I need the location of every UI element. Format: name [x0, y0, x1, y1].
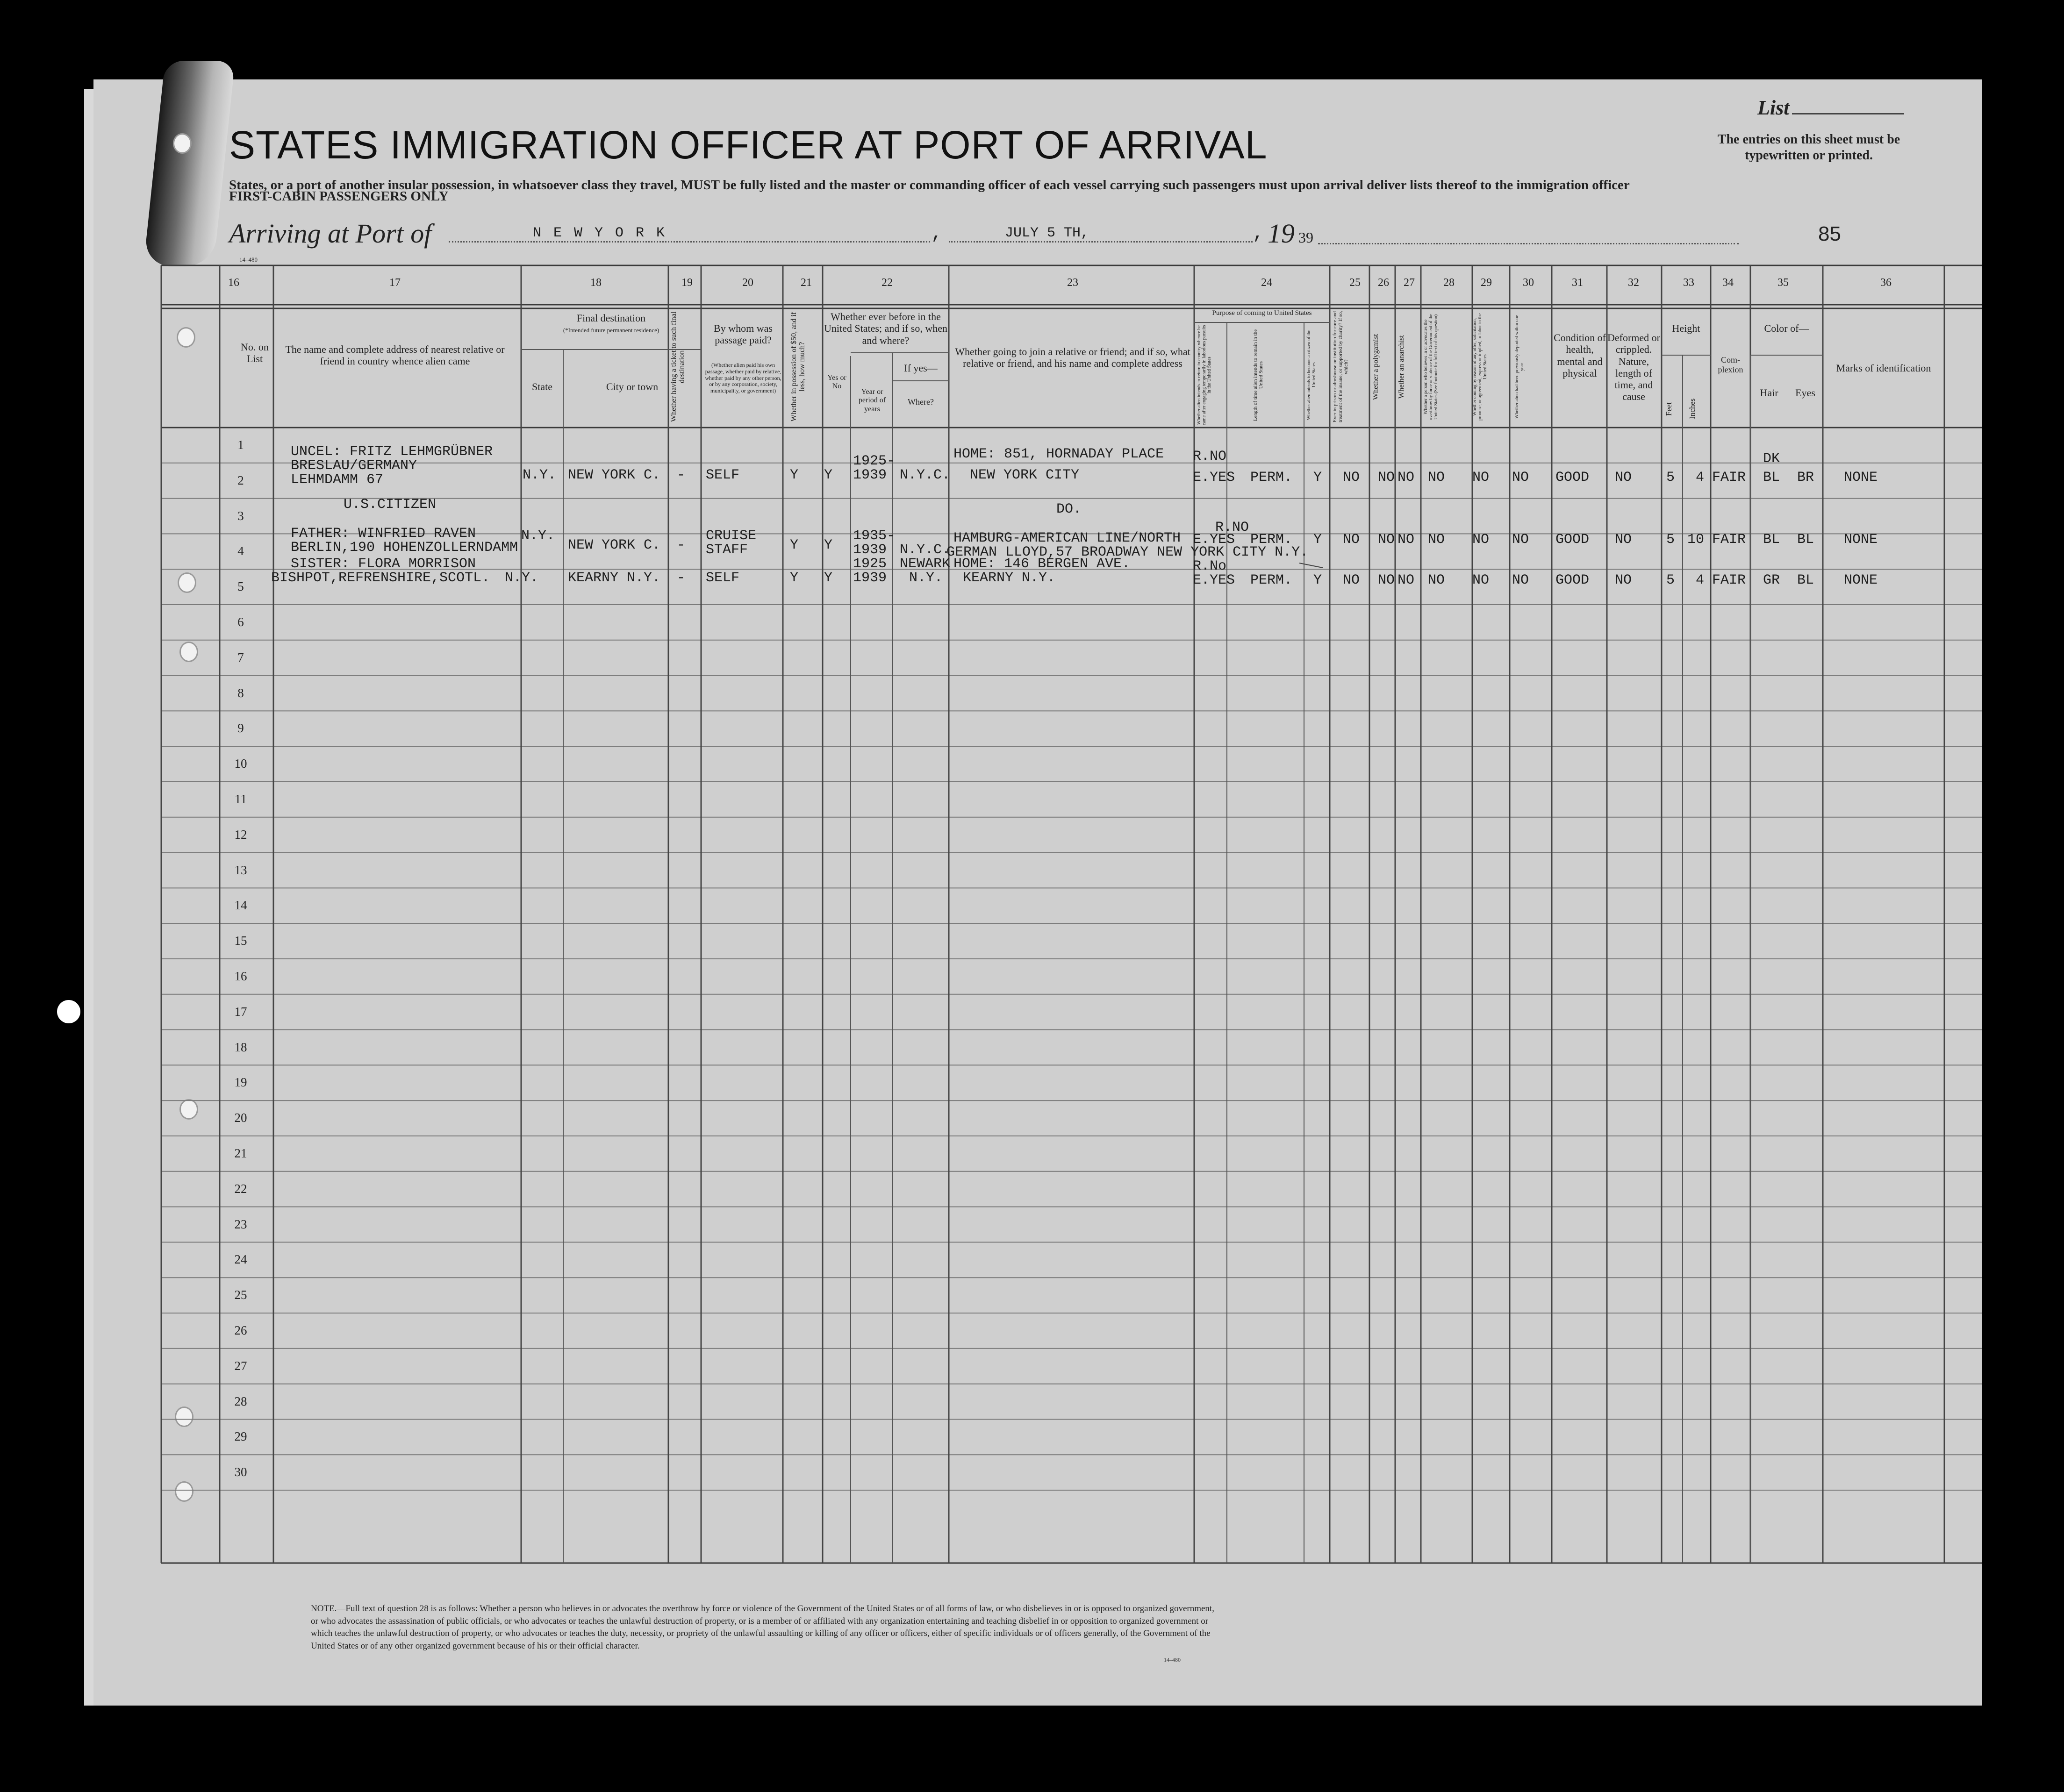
row3-purpose-line1: R.NO — [1215, 520, 1249, 535]
row3-where: N.Y.C. — [900, 542, 951, 558]
row4-eyes: BL — [1797, 572, 1814, 588]
row3-paid-by-line2: STAFF — [706, 542, 748, 558]
row-number: 3 — [237, 508, 244, 523]
row4-ticket: - — [677, 570, 686, 586]
row4-money: Y — [790, 570, 799, 586]
header-if-yes: If yes— — [904, 362, 938, 374]
row4-purpose-line2: E.YES — [1193, 572, 1235, 588]
row-number: 28 — [234, 1394, 247, 1408]
column-number: 18 — [590, 277, 602, 289]
column-number: 21 — [801, 277, 812, 289]
row-number: 14 — [234, 898, 247, 913]
column-number: 23 — [1067, 277, 1078, 289]
column-number: 20 — [742, 277, 753, 289]
row-number: 1 — [237, 438, 244, 452]
column-number: 27 — [1404, 277, 1415, 289]
row3-deported: NO — [1512, 532, 1529, 548]
column-number: 32 — [1628, 277, 1639, 289]
row1-inches: 4 — [1696, 470, 1705, 485]
row-number: 19 — [234, 1075, 247, 1090]
row1-hair-line1: DK — [1763, 451, 1780, 467]
column-number: 22 — [882, 277, 893, 289]
row2-join: DO. — [1056, 501, 1082, 517]
row4-overthrow: NO — [1428, 572, 1445, 588]
class-line: FIRST-CABIN PASSENGERS ONLY — [229, 189, 449, 204]
row3-years-line1: 1935- — [853, 528, 896, 544]
footnote: NOTE.—Full text of question 28 is as follows: Whether a person who believes in or advocates the overthrow by force or violence of the Government of the United States or of all forms of law, or who disbelieves in or is opposed to organized government, or who advocates the assassination of public officials, or who advocates or teaches the unlawful destruction of property, or is a member of or affiliated with any organization entertaining and teaching disbelief in or opposition to organized government or which teaches the unlawful destruction of property, or who advocates or teaches the duty, necessity, or propriety of the unlawful assaulting or killing of any officer or officers, either of specific individuals or of officers generally, of the Government of the United States or of any other organized government because of his or their official character. — [311, 1604, 1214, 1651]
row1-state: N.Y. — [523, 467, 557, 483]
row2-relative: U.S.CITIZEN — [344, 497, 437, 513]
row-number: 26 — [234, 1323, 247, 1337]
row1-money: Y — [790, 467, 799, 483]
column-number: 17 — [389, 277, 401, 289]
header-where: Where? — [908, 397, 934, 407]
row3-complexion: FAIR — [1712, 532, 1746, 548]
row-number: 22 — [234, 1181, 247, 1196]
row3-state: N.Y. — [521, 528, 555, 544]
header-contract-labor: Whether coming by reason of any offer, solicitation, promise, or agreement, express or implied, to labor in the United States — [1472, 313, 1488, 421]
row1-years-line2: 1939 — [853, 467, 887, 483]
row1-labor: NO — [1472, 470, 1490, 485]
row-number: 12 — [234, 827, 247, 842]
header-prison: Ever in prison or almshouse or institution for care and treatment of the insane, or supported by charity? If so, which? — [1332, 311, 1349, 423]
row4-city: KEARNY N.Y. — [568, 570, 661, 586]
column-number: 28 — [1443, 277, 1455, 289]
row-number: 16 — [234, 969, 247, 983]
sheet-number: 85 — [1818, 222, 1841, 245]
row4-purpose-line1: R.No — [1193, 558, 1227, 574]
row1-hair-line2: BL — [1763, 470, 1780, 485]
row3-purpose-line2: E.YES — [1193, 532, 1235, 548]
column-number: 24 — [1261, 277, 1272, 289]
form-code: 14–480 — [239, 256, 258, 263]
header-fifty-dollars: Whether in possession of $50, and if less, how much? — [790, 312, 806, 422]
row1-prison: NO — [1343, 470, 1360, 485]
header-join-relative: Whether going to join a relative or friend; and if so, what relative or friend, and his name and complete address — [955, 346, 1190, 370]
column-number: 16 — [228, 277, 239, 289]
row4-citizen: Y — [1313, 572, 1322, 588]
header-ticket: Whether having a ticket to such final destination — [670, 311, 686, 422]
row4-complexion: FAIR — [1712, 572, 1746, 588]
header-complexion: Com- plexion — [1718, 355, 1743, 374]
row1-join-line2: NEW YORK CITY — [970, 467, 1080, 483]
row-number: 7 — [237, 650, 244, 664]
row4-where-line1: NEWARK — [900, 556, 951, 572]
row-number: 5 — [237, 579, 244, 594]
row3-money: Y — [790, 537, 799, 553]
row4-paid-by: SELF — [706, 570, 740, 586]
row-number: 10 — [234, 757, 247, 771]
row4-hair: GR — [1763, 572, 1780, 588]
column-number: 25 — [1349, 277, 1361, 289]
list-label: List — [1757, 96, 1904, 120]
page-title: STATES IMMIGRATION OFFICER AT PORT OF ARRIVAL — [229, 123, 1268, 167]
row1-complexion: FAIR — [1712, 470, 1746, 485]
header-length-of-stay: Length of time alien intends to remain in the United States — [1253, 329, 1264, 421]
row1-join-line1: HOME: 851, HORNADAY PLACE — [953, 446, 1164, 462]
row3-paid-by-line1: CRUISE — [706, 528, 757, 544]
row3-citizen: Y — [1313, 532, 1322, 548]
row1-citizen: Y — [1313, 470, 1322, 485]
header-polygamist: Whether a polygamist — [1372, 334, 1380, 400]
header-feet: Feet — [1664, 402, 1673, 416]
header-hair: Hair — [1760, 387, 1778, 399]
row-number: 25 — [234, 1288, 247, 1302]
row4-years-line1: 1925 — [853, 556, 887, 572]
row-number: 21 — [234, 1146, 247, 1160]
footnote-form-code: 14–480 — [1164, 1656, 1181, 1663]
row1-purpose-line1: R.NO — [1193, 449, 1227, 464]
row3-city: NEW YORK C. — [568, 537, 661, 553]
row3-ticket: - — [677, 537, 686, 553]
row1-relative-line2: BRESLAU/GERMANY — [291, 458, 417, 474]
row-number: 9 — [237, 721, 244, 735]
row4-labor: NO — [1472, 572, 1490, 588]
row3-health: GOOD — [1555, 532, 1590, 548]
row3-overthrow: NO — [1428, 532, 1445, 548]
header-yes-or-no: Yes or No — [827, 374, 846, 391]
row-number: 17 — [234, 1004, 247, 1019]
row1-length: PERM. — [1250, 470, 1293, 485]
row-number: 20 — [234, 1111, 247, 1125]
row1-city: NEW YORK C. — [568, 467, 661, 483]
row4-deformed: NO — [1615, 572, 1632, 588]
header-deported: Whether alien had been previously deported within one year — [1514, 315, 1525, 419]
row-number: 29 — [234, 1429, 247, 1444]
subtitle: States, or a port of another insular possession, in whatsoever class they travel, MUST be fully listed and the master or commanding officer of each vessel carrying such passengers must upon arrival deliver lists thereof to the immigration officer — [229, 178, 1630, 193]
header-purpose: Purpose of coming to United States — [1212, 309, 1312, 317]
row3-labor: NO — [1472, 532, 1490, 548]
row4-length: PERM. — [1250, 572, 1293, 588]
column-number: 33 — [1683, 277, 1694, 289]
row3-years-line2: 1939 — [853, 542, 887, 558]
row-number: 27 — [234, 1358, 247, 1373]
row1-marks: NONE — [1844, 470, 1878, 485]
header-eyes: Eyes — [1795, 387, 1815, 399]
row1-health: GOOD — [1555, 470, 1590, 485]
row3-polygamist: NO — [1378, 532, 1395, 548]
header-height: Height — [1672, 322, 1700, 334]
row-number: 23 — [234, 1217, 247, 1231]
year-suffix: 39 — [1298, 229, 1313, 246]
row4-join-line2: KEARNY N.Y. — [963, 570, 1056, 586]
row-number: 2 — [237, 473, 244, 487]
comma: , — [1253, 223, 1264, 244]
row1-purpose-line2: E.YES — [1193, 470, 1235, 485]
row1-polygamist: NO — [1378, 470, 1395, 485]
header-purpose-return: Whether alien intends to return to country whence he came after engaging temporarily in laborious pursuits in the United States — [1197, 325, 1212, 425]
year-prefix: 19 — [1268, 218, 1295, 249]
row1-deformed: NO — [1615, 470, 1632, 485]
row3-join-line2: GERMAN LLOYD,57 BROADWAY NEW YORK CITY N.Y. — [946, 544, 1309, 560]
header-overthrow: Whether a person who believes in or advocates the overthrow by force or violence of the Government of the United States (See footnote for full text of this question) — [1423, 314, 1439, 420]
header-no-on-list: No. on List — [241, 341, 269, 365]
column-number: 35 — [1777, 277, 1789, 289]
column-number: 34 — [1722, 277, 1734, 289]
row1-overthrow: NO — [1428, 470, 1445, 485]
row3-relative-line2: BERLIN,190 HOHENZOLLERNDAMM — [291, 540, 518, 556]
header-final-destination: Final destination — [576, 312, 646, 324]
port-field: N E W Y O R K — [449, 225, 930, 243]
row1-relative-line3: LEHMDAMM 67 — [291, 472, 384, 488]
row1-ticket: - — [677, 467, 686, 483]
row3-join-line1: HAMBURG-AMERICAN LINE/NORTH — [953, 530, 1181, 546]
row4-anarchist: NO — [1398, 572, 1415, 588]
comma: , — [931, 223, 943, 244]
row4-health: GOOD — [1555, 572, 1590, 588]
row1-feet: 5 — [1666, 470, 1675, 485]
row1-paid-by: SELF — [706, 467, 740, 483]
row-number: 11 — [235, 792, 247, 806]
header-deformed: Deformed or crippled. Nature, length of time, and cause — [1607, 332, 1660, 403]
row4-prison: NO — [1343, 572, 1360, 588]
column-number: 31 — [1572, 277, 1583, 289]
row3-feet: 5 — [1666, 532, 1675, 548]
arriving-label: Arriving at Port of — [229, 218, 432, 249]
row4-join-line1: HOME: 146 BERGEN AVE. — [953, 556, 1131, 572]
row1-relative-line1: UNCEL: FRITZ LEHMGRÜBNER — [291, 444, 493, 460]
row1-before: Y — [824, 467, 833, 483]
column-number: 26 — [1378, 277, 1389, 289]
date-field: JULY 5 TH, — [949, 225, 1253, 243]
row4-before: Y — [824, 570, 833, 586]
row3-before: Y — [824, 537, 833, 553]
row4-relative-line1: SISTER: FLORA MORRISON — [291, 556, 476, 572]
header-inches: Inches — [1688, 398, 1697, 420]
row4-state: N.Y. — [505, 570, 539, 586]
row4-polygamist: NO — [1378, 572, 1395, 588]
typewritten-instruction: The entries on this sheet must be typewritten or printed. — [1717, 132, 1900, 163]
row1-anarchist: NO — [1398, 470, 1415, 485]
row4-feet: 5 — [1666, 572, 1675, 588]
row1-deported: NO — [1512, 470, 1529, 485]
row4-marks: NONE — [1844, 572, 1878, 588]
header-passage-paid-note: (Whether alien paid his own passage, whether paid by relative, whether paid by any other person, or by any corporation, society, municipality, or government) — [705, 362, 781, 394]
row1-where: N.Y.C. — [900, 467, 951, 483]
header-before-in-us: Whether ever before in the United States; and if so, when and where? — [824, 311, 947, 346]
row1-eyes: BR — [1797, 470, 1814, 485]
row-number: 15 — [234, 934, 247, 948]
row3-length: PERM. — [1250, 532, 1293, 548]
header-passage-paid: By whom was passage paid? — [714, 322, 773, 346]
row1-years-line1: 1925- — [853, 453, 896, 469]
column-number: 19 — [681, 277, 693, 289]
row3-deformed: NO — [1615, 532, 1632, 548]
column-number: 29 — [1481, 277, 1492, 289]
row3-hair: BL — [1763, 532, 1780, 548]
row-number: 6 — [237, 615, 244, 629]
header-anarchist: Whether an anarchist — [1398, 335, 1405, 399]
header-years: Year or period of years — [858, 388, 886, 413]
row3-inches: 10 — [1687, 532, 1705, 548]
header-relative-address: The name and complete address of nearest relative or friend in country whence alien came — [285, 343, 505, 367]
row4-where-line2: N.Y. — [909, 570, 943, 586]
row3-anarchist: NO — [1398, 532, 1415, 548]
row3-relative-line1: FATHER: WINFRIED RAVEN — [291, 526, 476, 542]
header-final-destination-note: (*Intended future permanent residence) — [563, 327, 659, 334]
header-city-or-town: City or town — [606, 381, 659, 393]
row-number: 4 — [237, 544, 244, 558]
row4-years-line2: 1939 — [853, 570, 887, 586]
column-number: 30 — [1523, 277, 1534, 289]
header-marks: Marks of identification — [1836, 362, 1931, 374]
column-number: 36 — [1880, 277, 1892, 289]
row4-deported: NO — [1512, 572, 1529, 588]
row3-prison: NO — [1343, 532, 1360, 548]
row-number: 8 — [237, 685, 244, 700]
header-state: State — [532, 381, 552, 393]
row3-marks: NONE — [1844, 532, 1878, 548]
row-number: 30 — [234, 1465, 247, 1479]
row-number: 18 — [234, 1040, 247, 1054]
row-number: 13 — [234, 863, 247, 877]
header-color-of: Color of— — [1764, 322, 1809, 334]
header-intends-citizen: Whether alien intends to become a citizen of the United States — [1306, 329, 1317, 421]
header-health: Condition of health, mental and physical — [1554, 332, 1606, 379]
row-number: 24 — [234, 1252, 247, 1267]
row3-eyes: BL — [1797, 532, 1814, 548]
row4-relative-line2: BISHPOT,REFRENSHIRE,SCOTL. — [271, 570, 490, 586]
row4-inches: 4 — [1696, 572, 1705, 588]
